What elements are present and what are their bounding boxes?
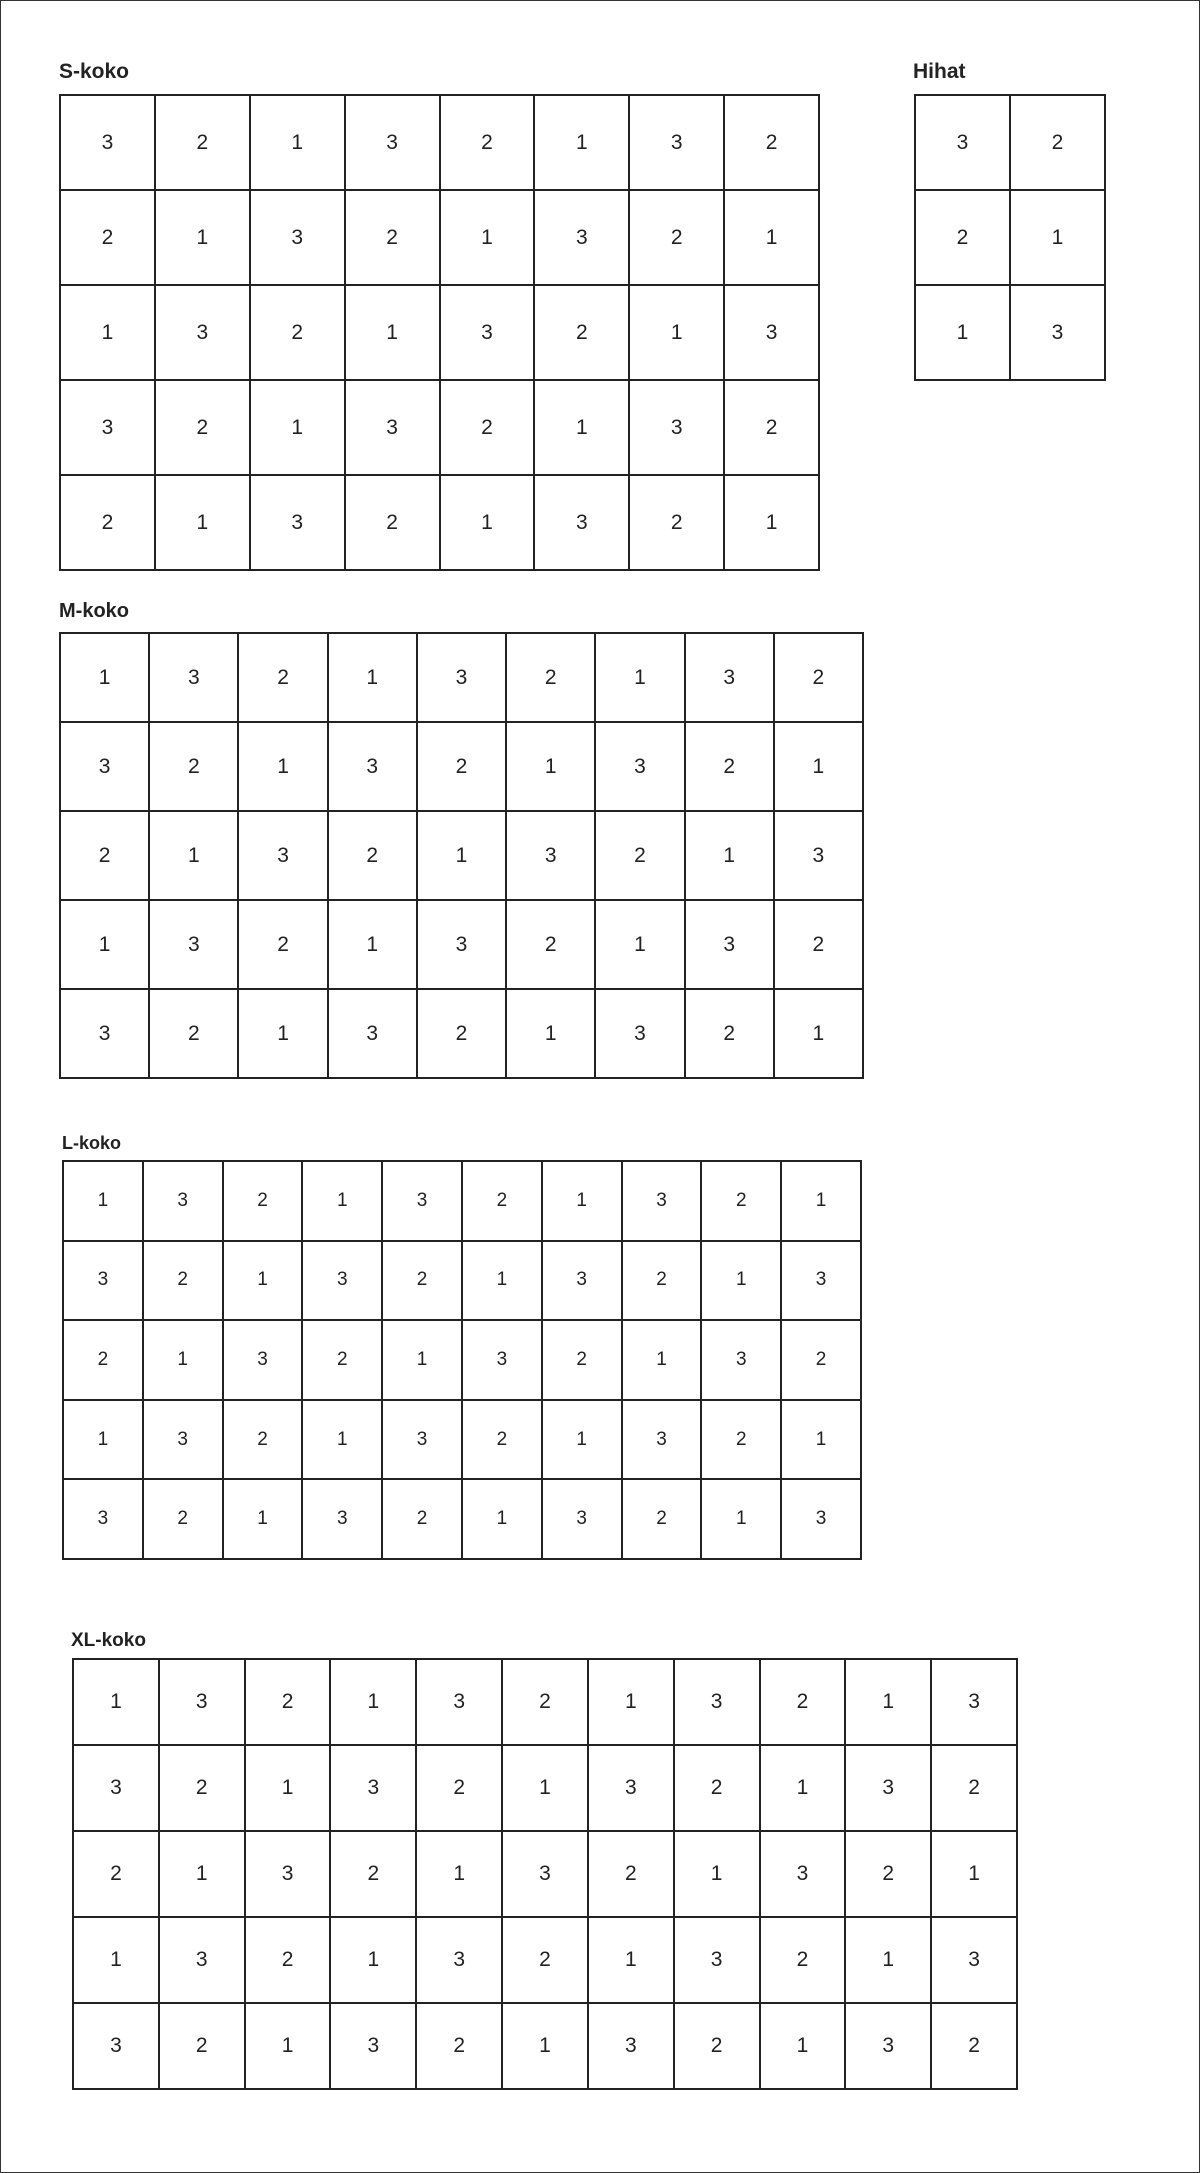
grid-cell: 3 <box>782 1480 862 1560</box>
grid-cell: 2 <box>246 1660 332 1746</box>
grid-s <box>59 94 820 571</box>
grid-cell: 1 <box>589 1918 675 2004</box>
grid-cell: 3 <box>346 96 441 191</box>
grid-cell: 1 <box>686 812 775 901</box>
section-title-m: M-koko <box>59 600 129 622</box>
grid-cell: 3 <box>383 1401 463 1481</box>
grid-cell: 1 <box>761 1746 847 1832</box>
grid-cell: 2 <box>61 191 156 286</box>
grid-l <box>62 1160 862 1560</box>
grid-cell: 2 <box>623 1242 703 1322</box>
grid-cell: 3 <box>535 476 630 571</box>
grid-cell: 3 <box>74 2004 160 2090</box>
grid-cell: 3 <box>503 1832 589 1918</box>
grid-cell: 3 <box>761 1832 847 1918</box>
grid-cell: 2 <box>702 1401 782 1481</box>
grid-cell: 3 <box>846 1746 932 1832</box>
grid-cell: 1 <box>74 1660 160 1746</box>
grid-cell: 3 <box>418 634 507 723</box>
grid-cell: 2 <box>160 2004 246 2090</box>
grid-cell: 2 <box>916 191 1011 286</box>
grid-cell: 2 <box>61 476 156 571</box>
grid-cell: 1 <box>782 1401 862 1481</box>
grid-cell: 3 <box>441 286 536 381</box>
grid-cell: 2 <box>675 1746 761 1832</box>
grid-cell: 3 <box>623 1401 703 1481</box>
grid-cell: 3 <box>782 1242 862 1322</box>
grid-cell: 1 <box>74 1918 160 2004</box>
grid-cell: 1 <box>239 990 328 1079</box>
grid-cell: 3 <box>150 634 239 723</box>
grid-cell: 3 <box>251 476 346 571</box>
grid-cell: 2 <box>331 1832 417 1918</box>
grid-cell: 3 <box>64 1242 144 1322</box>
grid-cell: 2 <box>775 901 864 990</box>
grid-cell: 2 <box>64 1321 144 1401</box>
grid-cell: 3 <box>331 1746 417 1832</box>
grid-cell: 1 <box>64 1162 144 1242</box>
grid-cell: 3 <box>1011 286 1106 381</box>
grid-cell: 3 <box>589 1746 675 1832</box>
grid-cell: 1 <box>543 1401 623 1481</box>
grid-cell: 3 <box>623 1162 703 1242</box>
grid-xl <box>72 1658 1018 2090</box>
grid-cell: 2 <box>61 812 150 901</box>
grid-cell: 2 <box>418 990 507 1079</box>
grid-cell: 2 <box>623 1480 703 1560</box>
section-title-s: S-koko <box>59 60 130 83</box>
grid-cell: 2 <box>782 1321 862 1401</box>
section-title-xl: XL-koko <box>71 1630 146 1651</box>
grid-cell: 1 <box>64 1401 144 1481</box>
grid-cell: 3 <box>463 1321 543 1401</box>
grid-cell: 3 <box>224 1321 304 1401</box>
grid-cell: 1 <box>303 1162 383 1242</box>
grid-cell: 2 <box>156 381 251 476</box>
grid-cell: 1 <box>535 96 630 191</box>
grid-cell: 1 <box>329 634 418 723</box>
grid-cell: 3 <box>630 381 725 476</box>
grid-cell: 3 <box>156 286 251 381</box>
grid-cell: 1 <box>507 723 596 812</box>
grid-cell: 3 <box>346 381 441 476</box>
grid-cell: 3 <box>303 1242 383 1322</box>
grid-cell: 1 <box>589 1660 675 1746</box>
grid-cell: 2 <box>702 1162 782 1242</box>
grid-cell: 1 <box>251 96 346 191</box>
grid-cell: 1 <box>503 1746 589 1832</box>
grid-cell: 1 <box>702 1242 782 1322</box>
grid-cell: 2 <box>144 1242 224 1322</box>
grid-cell: 2 <box>535 286 630 381</box>
grid-cell: 3 <box>246 1832 332 1918</box>
grid-cell: 3 <box>932 1660 1018 1746</box>
grid-cell: 2 <box>383 1480 463 1560</box>
grid-cell: 3 <box>932 1918 1018 2004</box>
grid-cell: 1 <box>596 901 685 990</box>
grid-cell: 2 <box>543 1321 623 1401</box>
grid-cell: 3 <box>675 1660 761 1746</box>
grid-cell: 1 <box>463 1480 543 1560</box>
grid-cell: 1 <box>775 990 864 1079</box>
grid-cell: 3 <box>725 286 820 381</box>
grid-cell: 2 <box>503 1660 589 1746</box>
grid-cell: 2 <box>725 96 820 191</box>
grid-cell: 3 <box>61 990 150 1079</box>
grid-cell: 3 <box>61 381 156 476</box>
grid-cell: 1 <box>303 1401 383 1481</box>
grid-cell: 1 <box>846 1918 932 2004</box>
grid-cell: 3 <box>702 1321 782 1401</box>
grid-cell: 2 <box>589 1832 675 1918</box>
grid-cell: 2 <box>383 1242 463 1322</box>
grid-cell: 2 <box>932 2004 1018 2090</box>
grid-cell: 1 <box>331 1918 417 2004</box>
grid-cell: 2 <box>239 634 328 723</box>
grid-cell: 3 <box>303 1480 383 1560</box>
grid-cell: 1 <box>383 1321 463 1401</box>
grid-cell: 1 <box>775 723 864 812</box>
grid-cell: 2 <box>74 1832 160 1918</box>
grid-cell: 2 <box>346 476 441 571</box>
grid-cell: 1 <box>418 812 507 901</box>
grid-cell: 2 <box>246 1918 332 2004</box>
grid-cell: 3 <box>775 812 864 901</box>
grid-hihat <box>914 94 1106 381</box>
grid-cell: 1 <box>932 1832 1018 1918</box>
grid-cell: 3 <box>383 1162 463 1242</box>
grid-cell: 1 <box>725 191 820 286</box>
grid-cell: 3 <box>417 1660 503 1746</box>
grid-cell: 2 <box>441 96 536 191</box>
grid-cell: 2 <box>630 191 725 286</box>
grid-cell: 2 <box>144 1480 224 1560</box>
grid-cell: 1 <box>61 634 150 723</box>
grid-cell: 1 <box>761 2004 847 2090</box>
grid-cell: 1 <box>331 1660 417 1746</box>
grid-cell: 1 <box>224 1242 304 1322</box>
grid-cell: 2 <box>150 990 239 1079</box>
grid-cell: 2 <box>418 723 507 812</box>
grid-cell: 1 <box>239 723 328 812</box>
grid-cell: 1 <box>535 381 630 476</box>
grid-cell: 2 <box>417 2004 503 2090</box>
grid-cell: 2 <box>441 381 536 476</box>
grid-cell: 2 <box>224 1401 304 1481</box>
grid-cell: 2 <box>686 990 775 1079</box>
grid-cell: 1 <box>846 1660 932 1746</box>
grid-cell: 3 <box>331 2004 417 2090</box>
grid-cell: 1 <box>150 812 239 901</box>
grid-cell: 3 <box>329 723 418 812</box>
grid-cell: 3 <box>535 191 630 286</box>
grid-cell: 2 <box>156 96 251 191</box>
grid-cell: 1 <box>725 476 820 571</box>
grid-m <box>59 632 864 1079</box>
grid-cell: 3 <box>596 990 685 1079</box>
grid-cell: 2 <box>630 476 725 571</box>
grid-cell: 1 <box>507 990 596 1079</box>
grid-cell: 3 <box>61 723 150 812</box>
grid-cell: 2 <box>846 1832 932 1918</box>
grid-cell: 2 <box>761 1660 847 1746</box>
grid-cell: 1 <box>596 634 685 723</box>
grid-cell: 2 <box>239 901 328 990</box>
grid-cell: 1 <box>246 2004 332 2090</box>
grid-cell: 3 <box>507 812 596 901</box>
grid-cell: 3 <box>61 96 156 191</box>
grid-cell: 1 <box>503 2004 589 2090</box>
grid-cell: 1 <box>702 1480 782 1560</box>
grid-cell: 3 <box>686 634 775 723</box>
section-title-hihat: Hihat <box>913 60 966 83</box>
grid-cell: 3 <box>675 1918 761 2004</box>
grid-cell: 2 <box>775 634 864 723</box>
grid-cell: 2 <box>224 1162 304 1242</box>
grid-cell: 1 <box>61 901 150 990</box>
grid-cell: 3 <box>589 2004 675 2090</box>
grid-cell: 1 <box>441 476 536 571</box>
section-title-l: L-koko <box>62 1133 122 1153</box>
grid-cell: 2 <box>150 723 239 812</box>
grid-cell: 3 <box>329 990 418 1079</box>
grid-cell: 3 <box>630 96 725 191</box>
grid-cell: 3 <box>74 1746 160 1832</box>
grid-cell: 1 <box>916 286 1011 381</box>
grid-cell: 2 <box>417 1746 503 1832</box>
grid-cell: 3 <box>686 901 775 990</box>
grid-cell: 1 <box>441 191 536 286</box>
grid-cell: 2 <box>503 1918 589 2004</box>
grid-cell: 1 <box>251 381 346 476</box>
grid-cell: 2 <box>596 812 685 901</box>
grid-cell: 1 <box>463 1242 543 1322</box>
grid-cell: 2 <box>932 1746 1018 1832</box>
grid-cell: 2 <box>725 381 820 476</box>
grid-cell: 1 <box>417 1832 503 1918</box>
grid-cell: 2 <box>463 1401 543 1481</box>
grid-cell: 1 <box>630 286 725 381</box>
grid-cell: 2 <box>686 723 775 812</box>
grid-cell: 2 <box>1011 96 1106 191</box>
grid-cell: 3 <box>543 1242 623 1322</box>
grid-cell: 2 <box>160 1746 246 1832</box>
grid-cell: 2 <box>346 191 441 286</box>
grid-cell: 3 <box>846 2004 932 2090</box>
grid-cell: 2 <box>507 634 596 723</box>
grid-cell: 1 <box>543 1162 623 1242</box>
grid-cell: 1 <box>782 1162 862 1242</box>
grid-cell: 3 <box>543 1480 623 1560</box>
grid-cell: 1 <box>156 476 251 571</box>
grid-cell: 3 <box>144 1401 224 1481</box>
grid-cell: 3 <box>251 191 346 286</box>
grid-cell: 1 <box>346 286 441 381</box>
grid-cell: 1 <box>329 901 418 990</box>
grid-cell: 1 <box>246 1746 332 1832</box>
grid-cell: 3 <box>144 1162 224 1242</box>
grid-cell: 3 <box>64 1480 144 1560</box>
grid-cell: 2 <box>329 812 418 901</box>
grid-cell: 3 <box>417 1918 503 2004</box>
grid-cell: 3 <box>150 901 239 990</box>
grid-cell: 2 <box>761 1918 847 2004</box>
grid-cell: 2 <box>251 286 346 381</box>
grid-cell: 1 <box>675 1832 761 1918</box>
grid-cell: 1 <box>156 191 251 286</box>
grid-cell: 3 <box>596 723 685 812</box>
grid-cell: 1 <box>61 286 156 381</box>
grid-cell: 2 <box>303 1321 383 1401</box>
grid-cell: 3 <box>160 1918 246 2004</box>
grid-cell: 3 <box>418 901 507 990</box>
grid-cell: 1 <box>1011 191 1106 286</box>
grid-cell: 1 <box>623 1321 703 1401</box>
grid-cell: 3 <box>916 96 1011 191</box>
grid-cell: 1 <box>144 1321 224 1401</box>
grid-cell: 3 <box>160 1660 246 1746</box>
grid-cell: 1 <box>224 1480 304 1560</box>
grid-cell: 2 <box>675 2004 761 2090</box>
grid-cell: 3 <box>239 812 328 901</box>
grid-cell: 2 <box>507 901 596 990</box>
grid-cell: 1 <box>160 1832 246 1918</box>
grid-cell: 2 <box>463 1162 543 1242</box>
